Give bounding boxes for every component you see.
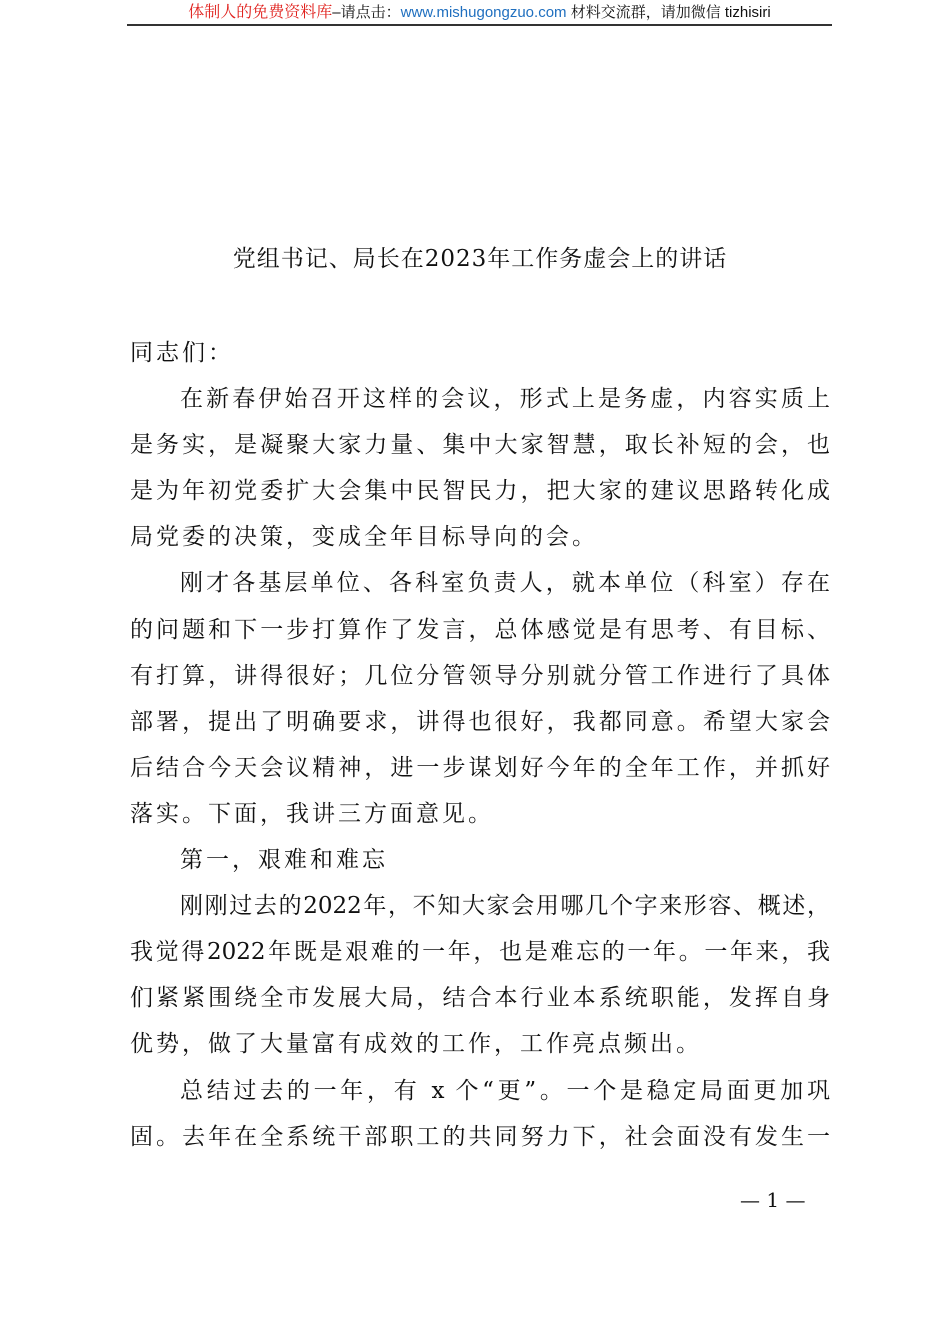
text-line: 第一，艰难和难忘 bbox=[180, 847, 388, 874]
text-line: 是为年初党委扩大会集中民智民力，把大家的建议思路转化成 bbox=[130, 478, 830, 505]
text-line: 我觉得2022年既是艰难的一年，也是难忘的一年。一年来，我 bbox=[130, 939, 830, 966]
text-line: 在新春伊始召开这样的会议，形式上是务虚，内容实质上 bbox=[180, 386, 830, 413]
text-line: 刚才各基层单位、各科室负责人，就本单位（科室）存在 bbox=[180, 570, 830, 597]
text-line: 固。去年在全系统干部职工的共同努力下，社会面没有发生一 bbox=[130, 1123, 830, 1150]
text-line: 有打算，讲得很好；几位分管领导分别就分管工作进行了具体 bbox=[130, 662, 830, 689]
text-line: 是务实，是凝聚大家力量、集中大家智慧，取长补短的会，也 bbox=[130, 432, 830, 459]
text-line: 同志们： bbox=[130, 340, 234, 366]
page-header bbox=[127, 2, 832, 26]
prompt: –请点击： bbox=[332, 4, 401, 21]
page-number: — 1 — bbox=[740, 1188, 806, 1212]
text-line: 优势，做了大量富有成效的工作，工作亮点频出。 bbox=[130, 1031, 702, 1058]
text-line: 的问题和下一步打算作了发言，总体感觉是有思考、有目标、 bbox=[130, 616, 830, 643]
text-line: 后结合今天会议精神，进一步谋划好今年的全年工作，并抓好 bbox=[130, 754, 830, 781]
text-line: 局党委的决策，变成全年目标导向的会。 bbox=[130, 524, 598, 551]
header-note: 材料交流群，请加微信 tizhisiri bbox=[570, 4, 771, 21]
text-line: 们紧紧围绕全市发展大局，结合本行业本系统职能，发挥自身 bbox=[130, 985, 830, 1012]
text-line: 部署，提出了明确要求，讲得也很好，我都同意。希望大家会 bbox=[130, 708, 830, 735]
document-title: 党组书记、局长在2023年工作务虚会上的讲话 bbox=[232, 246, 728, 272]
site-url-link[interactable]: www.mishugongzuo.com bbox=[400, 4, 567, 21]
text-line: 落实。下面，我讲三方面意见。 bbox=[130, 800, 494, 827]
text-line: 刚刚过去的2022年，不知大家会用哪几个字来形容、概述， bbox=[180, 893, 830, 920]
site-name: 体制人的免费资料库 bbox=[188, 4, 333, 21]
document-body bbox=[130, 330, 830, 1160]
text-line: 总结过去的一年，有 x 个“更”。一个是稳定局面更加巩 bbox=[180, 1077, 830, 1104]
